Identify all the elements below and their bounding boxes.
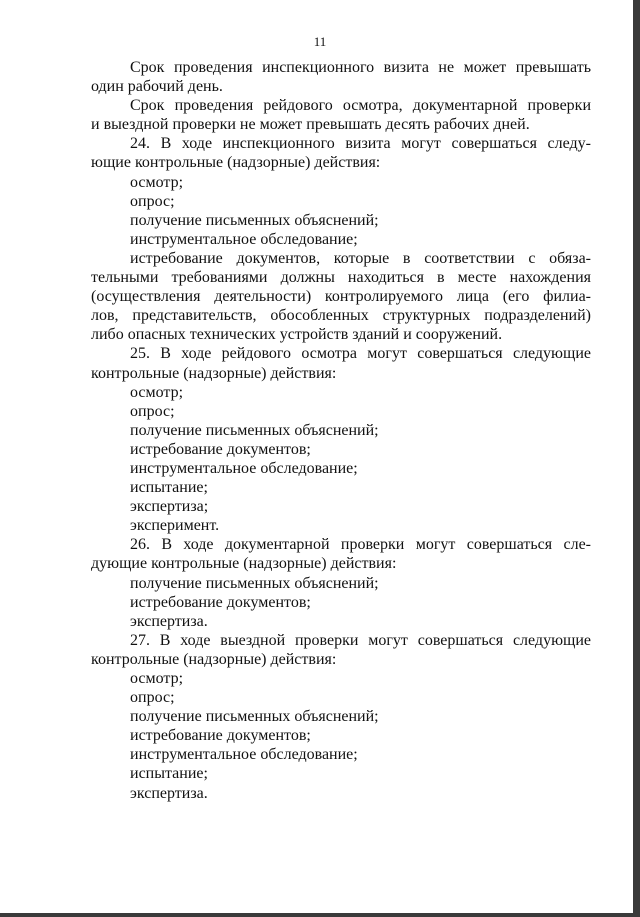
list-item: инструментальное обследование; — [130, 746, 358, 764]
list-item: получение письменных объяснений; — [130, 211, 379, 229]
paragraph-line: Срок проведения рейдового осмотра, документарной проверки — [130, 97, 591, 115]
list-item: опрос; — [130, 402, 175, 420]
paragraph-line: лов, представительств, обособленных структурных подразделений) — [91, 307, 591, 325]
paragraph-line: либо опасных технических устройств зданий и сооружений. — [91, 326, 503, 344]
list-item: истребование документов; — [130, 727, 311, 745]
list-item: осмотр; — [130, 383, 184, 401]
document-body — [91, 58, 591, 803]
list-item: инструментальное обследование; — [130, 459, 358, 477]
paragraph-line: дующие контрольные (надзорные) действия: — [91, 555, 397, 573]
clause-26-heading: 26. В ходе документарной проверки могут совершаться сле- — [130, 536, 591, 554]
list-item: получение письменных объяснений; — [130, 421, 379, 439]
list-item: опрос; — [130, 689, 175, 707]
list-item: инструментальное обследование; — [130, 230, 358, 248]
list-item: осмотр; — [130, 670, 184, 687]
clause-25-heading: 25. В ходе рейдового осмотра могут совершаться следующие — [130, 345, 591, 363]
list-item: экспертиза. — [130, 612, 208, 630]
paragraph-line: ющие контрольные (надзорные) действия: — [91, 154, 381, 172]
list-item: испытание; — [130, 479, 208, 497]
list-item: получение письменных объяснений; — [130, 574, 379, 592]
paragraph-line: контрольные (надзорные) действия: — [91, 650, 337, 668]
scan-edge-bottom — [0, 913, 640, 917]
list-item: испытание; — [130, 765, 208, 783]
page-number: 11 — [313, 34, 327, 49]
paragraph-line: и выездной проверки не может превышать десять рабочих дней. — [91, 116, 530, 134]
list-item: экспертиза. — [130, 784, 208, 802]
paragraph-line: тельными требованиями должны находиться в месте нахождения — [91, 269, 591, 287]
paragraph-line: истребование документов, которые в соответствии с обяза- — [130, 249, 591, 267]
list-item: истребование документов; — [130, 593, 311, 611]
paragraph-line: (осуществления деятельности) контролируемого лица (его филиа- — [91, 288, 591, 306]
paragraph-line: один рабочий день. — [91, 78, 223, 96]
clause-27-heading: 27. В ходе выездной проверки могут совершаться следующие — [130, 631, 591, 649]
clause-24-heading: 24. В ходе инспекционного визита могут совершаться следу- — [130, 135, 591, 153]
paragraph-line: контрольные (надзорные) действия: — [91, 364, 337, 382]
list-item: истребование документов; — [130, 440, 311, 458]
list-item: получение письменных объяснений; — [130, 708, 379, 726]
paragraph-line: Срок проведения инспекционного визита не может превышать — [130, 59, 591, 76]
scan-edge-right — [633, 0, 640, 917]
list-item: экспертиза; — [130, 498, 209, 516]
list-item: эксперимент. — [130, 517, 220, 535]
list-item: осмотр; — [130, 173, 184, 191]
list-item: опрос; — [130, 192, 175, 210]
